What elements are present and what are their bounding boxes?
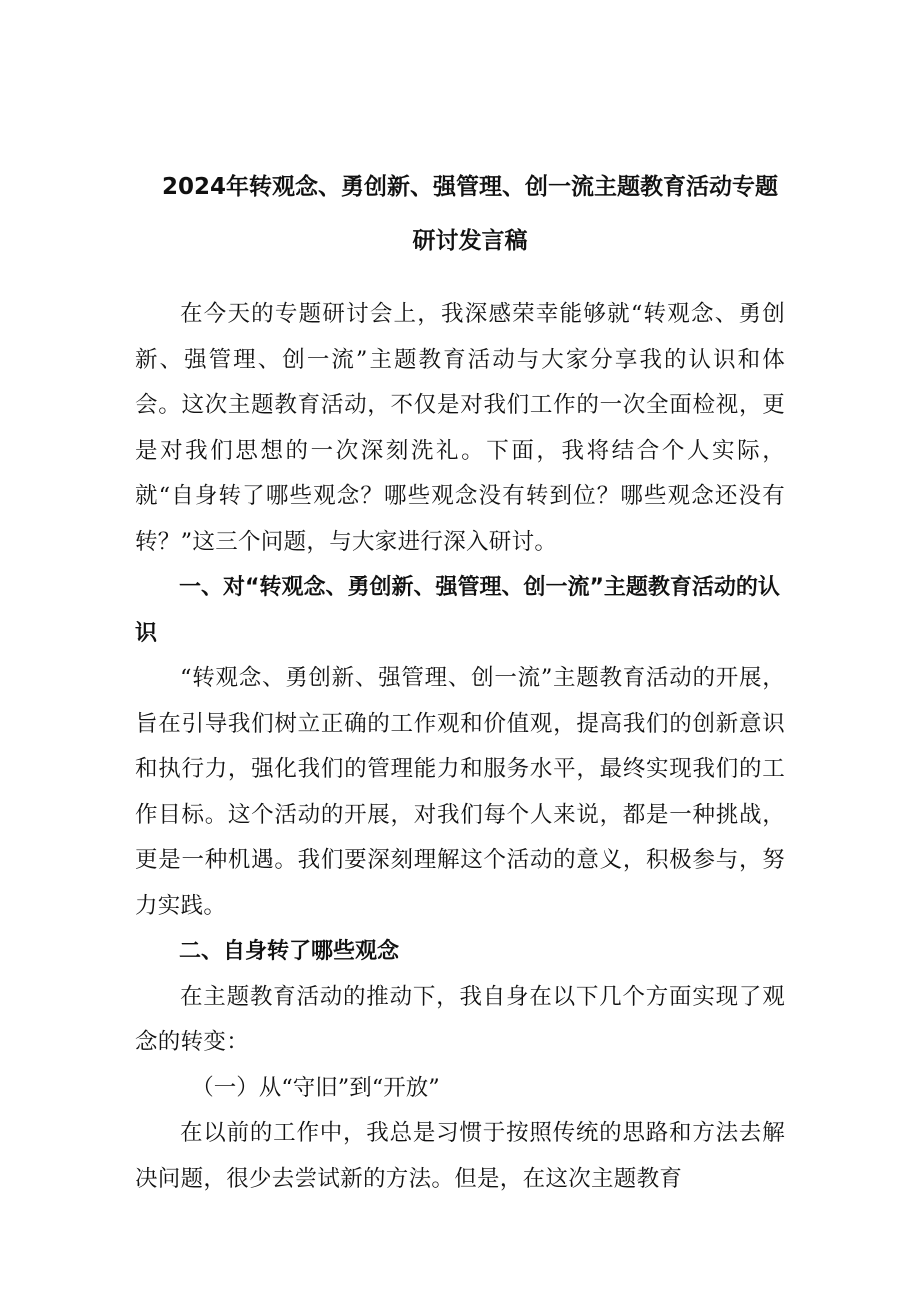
- paragraph-section-2-intro: 在主题教育活动的推动下，我自身在以下几个方面实现了观念的转变：: [135, 983, 785, 1055]
- paragraph-intro: 在今天的专题研讨会上，我深感荣幸能够就“转观念、勇创新、强管理、创一流”主题教育活动与大家分享我的认识和体会。这次主题教育活动，不仅是对我们工作的一次全面检视，更是对我们思想的一次深刻洗礼。下面，我将结合个人实际，就“自身转了哪些观念？哪些观念没有转到位？哪些观念还没有转？”这三个问题，与大家进行深入研讨。: [135, 301, 785, 555]
- subsection-heading-1: （一）从“守旧”到“开放”: [191, 1074, 440, 1101]
- title-line-2: 研讨发言稿: [412, 228, 528, 254]
- paragraph-subsection-1: 在以前的工作中，我总是习惯于按照传统的思路和方法去解决问题，很少去尝试新的方法。但是，在这次主题教育: [135, 1120, 785, 1192]
- section-heading-1: 一、对“转观念、勇创新、强管理、创一流”主题教育活动的认识: [135, 575, 780, 646]
- paragraph-section-1: “转观念、勇创新、强管理、创一流”主题教育活动的开展，旨在引导我们树立正确的工作观和价值观，提高我们的创新意识和执行力，强化我们的管理能力和服务水平，最终实现我们的工作目标。这个活动的开展，对我们每个人来说，都是一种挑战，更是一种机遇。我们要深刻理解这个活动的意义，积极参与，努力实践。: [135, 665, 785, 919]
- title-line-1: 2024年转观念、勇创新、强管理、创一流主题教育活动专题: [161, 174, 778, 200]
- document-title: [100, 160, 840, 268]
- section-heading-2: 二、自身转了哪些观念: [179, 939, 400, 964]
- document-body: [135, 292, 785, 1202]
